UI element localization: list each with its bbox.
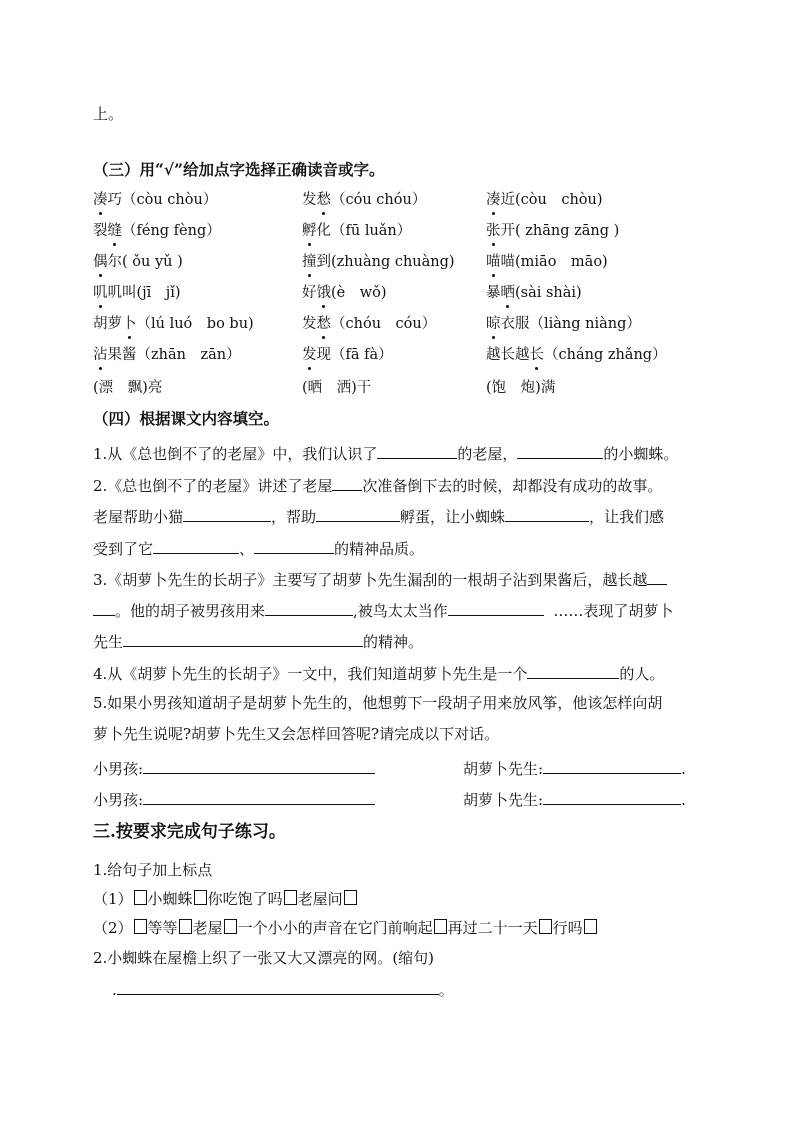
blank[interactable] bbox=[254, 537, 334, 554]
choice-word: 发现 bbox=[302, 347, 331, 363]
dialog-blank[interactable] bbox=[543, 757, 681, 774]
choice-word: 越长越长 bbox=[486, 347, 544, 363]
fill-q3: 3.《胡萝卜先生的长胡子》主要写了胡萝卜先生漏刮的一根胡子沾到果酱后，越长越 bbox=[93, 568, 667, 590]
choice-word: 晾衣服 bbox=[486, 316, 530, 332]
choice-item[interactable] bbox=[93, 190, 217, 210]
choice-options: (zhuàng chuàng) bbox=[331, 254, 455, 270]
choice-item[interactable] bbox=[93, 378, 162, 398]
choice-options: （liàng niàng） bbox=[529, 316, 641, 332]
choice-word: 偶尔 bbox=[93, 254, 122, 270]
fill-q2-line2: 老屋帮助小猫 ，帮助 孵蛋，让小蜘蛛 ，让我们感 bbox=[93, 505, 664, 527]
fill-q4: 4.从《胡萝卜先生的长胡子》一文中，我们知道胡萝卜先生是一个 的人。 bbox=[93, 662, 664, 684]
punct-box[interactable] bbox=[344, 890, 357, 905]
choice-word: 撞到 bbox=[302, 254, 331, 270]
blank[interactable] bbox=[316, 505, 400, 522]
choice-options: (è wǒ) bbox=[331, 285, 387, 301]
choice-options: （cháng zhǎng） bbox=[544, 347, 667, 363]
choice-item[interactable] bbox=[93, 221, 221, 241]
choice-item[interactable] bbox=[486, 252, 608, 272]
fill-q2: 2.《总也倒不了的老屋》讲述了老屋 次准备倒下去的时候，却都没有成功的故事。 bbox=[93, 474, 662, 496]
choice-item[interactable] bbox=[93, 283, 181, 303]
choice-options: （féng fèng） bbox=[122, 223, 221, 239]
choice-item[interactable] bbox=[486, 378, 555, 398]
choice-options: ( ǒu yǔ ) bbox=[122, 254, 183, 270]
dialog-blank[interactable] bbox=[543, 788, 681, 805]
choice-options: （fā fà） bbox=[331, 347, 393, 363]
choice-word: 叽叽叫 bbox=[93, 285, 137, 301]
fill-q3-line2: 。他的胡子被男孩用来 ,被鸟太太当作 ……表现了胡萝卜 bbox=[93, 599, 673, 621]
choice-item[interactable] bbox=[302, 252, 455, 272]
choice-options: (còu chòu) bbox=[515, 192, 603, 208]
blank[interactable] bbox=[517, 442, 603, 459]
fill-q5: 5.如果小男孩知道胡子是胡萝卜先生的，他想剪下一段胡子用来放风筝，他该怎样向胡 bbox=[93, 694, 663, 712]
punct-sentence-1: （1） 小蜘蛛 你吃饱了吗 老屋问 bbox=[93, 889, 358, 909]
dialog-row-2-right: 胡萝卜先生: . bbox=[463, 788, 686, 810]
blank[interactable] bbox=[93, 599, 115, 616]
dialog-row-1: 小男孩: bbox=[93, 757, 375, 779]
blank[interactable] bbox=[332, 474, 362, 491]
choice-options: (饱 炮)满 bbox=[486, 380, 556, 396]
punct-box[interactable] bbox=[194, 890, 207, 905]
dialog-row-1-right: 胡萝卜先生: . bbox=[463, 757, 686, 779]
choice-options: ( zhāng zāng ) bbox=[515, 223, 620, 239]
punct-box[interactable] bbox=[434, 919, 447, 934]
blank[interactable] bbox=[123, 630, 363, 647]
punct-box[interactable] bbox=[134, 919, 147, 934]
choice-options: （chóu cóu） bbox=[331, 316, 437, 332]
choice-options: （zhān zān） bbox=[136, 347, 241, 363]
choice-item[interactable] bbox=[302, 378, 371, 398]
punct-box[interactable] bbox=[224, 919, 237, 934]
blank[interactable] bbox=[183, 505, 271, 522]
punct-box[interactable] bbox=[584, 919, 597, 934]
choice-word: 裂缝 bbox=[93, 223, 122, 239]
shorten-answer: . 。 bbox=[112, 978, 454, 1000]
blank[interactable] bbox=[448, 599, 544, 616]
section4-heading: （四）根据课文内容填空。 bbox=[93, 409, 280, 428]
choice-item[interactable] bbox=[486, 345, 667, 365]
choice-item[interactable] bbox=[93, 252, 183, 272]
blank[interactable] bbox=[153, 537, 239, 554]
choice-item[interactable] bbox=[302, 283, 387, 303]
choice-item[interactable] bbox=[486, 283, 582, 303]
blank[interactable] bbox=[647, 568, 667, 585]
choice-word: 好饿 bbox=[302, 285, 331, 301]
dialog-row-2: 小男孩: bbox=[93, 788, 375, 810]
choice-options: (sài shài) bbox=[515, 285, 582, 301]
choice-options: (jī jǐ) bbox=[136, 285, 181, 301]
answer-blank[interactable] bbox=[117, 978, 439, 995]
choice-word: 凑巧 bbox=[93, 192, 122, 208]
choice-options: （cóu chóu） bbox=[331, 192, 427, 208]
part3-q2: 2.小蜘蛛在屋檐上织了一张又大又漂亮的网。(缩句) bbox=[93, 949, 435, 967]
choice-word: 喵喵 bbox=[486, 254, 515, 270]
choice-item[interactable] bbox=[302, 314, 436, 334]
choice-item[interactable] bbox=[302, 190, 426, 210]
part3-heading: 三.按要求完成句子练习。 bbox=[93, 822, 286, 842]
choice-options: （lú luó bo bu) bbox=[136, 316, 254, 332]
choice-item[interactable] bbox=[93, 345, 241, 365]
choice-item[interactable] bbox=[486, 190, 603, 210]
choice-options: （còu chòu） bbox=[122, 192, 218, 208]
choice-word: 暴晒 bbox=[486, 285, 515, 301]
fill-q5-line2: 萝卜先生说呢?胡萝卜先生又会怎样回答呢?请完成以下对话。 bbox=[93, 725, 500, 743]
choice-options: (晒 洒)干 bbox=[302, 380, 372, 396]
choice-word: 沾果酱 bbox=[93, 347, 137, 363]
blank[interactable] bbox=[505, 505, 589, 522]
choice-word: 张开 bbox=[486, 223, 515, 239]
blank[interactable] bbox=[377, 442, 457, 459]
choice-options: (漂 飘)亮 bbox=[93, 380, 163, 396]
choice-item[interactable] bbox=[486, 221, 619, 241]
blank[interactable] bbox=[527, 662, 619, 679]
punct-sentence-2: （2） 等等 老屋 一个小小的声音在它门前响起 再过二十一天 行吗 bbox=[93, 918, 598, 938]
fill-q2-line3: 受到了它 、 的精神品质。 bbox=[93, 537, 424, 559]
choice-word: 胡萝卜 bbox=[93, 316, 137, 332]
dialog-blank[interactable] bbox=[143, 757, 375, 774]
choice-item[interactable] bbox=[93, 314, 254, 334]
dialog-blank[interactable] bbox=[143, 788, 375, 805]
choice-item[interactable] bbox=[302, 345, 393, 365]
punct-box[interactable] bbox=[284, 890, 297, 905]
choice-options: (miāo māo) bbox=[515, 254, 608, 270]
fill-q3-line3: 先生 的精神。 bbox=[93, 630, 423, 652]
choice-item[interactable] bbox=[486, 314, 641, 334]
choice-word: 孵化 bbox=[302, 223, 331, 239]
punct-box[interactable] bbox=[134, 890, 147, 905]
choice-options: （fū luǎn） bbox=[331, 223, 412, 239]
blank[interactable] bbox=[265, 599, 353, 616]
part3-q1: 1.给句子加上标点 bbox=[93, 861, 213, 879]
choice-word: 发愁 bbox=[302, 316, 331, 332]
fill-q1: 1.从《总也倒不了的老屋》中，我们认识了 的老屋， 的小蜘蛛。 bbox=[93, 442, 678, 464]
section3-heading: （三）用“√”给加点字选择正确读音或字。 bbox=[93, 160, 385, 179]
punct-box[interactable] bbox=[539, 919, 552, 934]
choice-word: 凑近 bbox=[486, 192, 515, 208]
choice-word: 发愁 bbox=[302, 192, 331, 208]
top-fragment: 上。 bbox=[93, 105, 124, 123]
punct-box[interactable] bbox=[179, 919, 192, 934]
choice-item[interactable] bbox=[302, 221, 411, 241]
